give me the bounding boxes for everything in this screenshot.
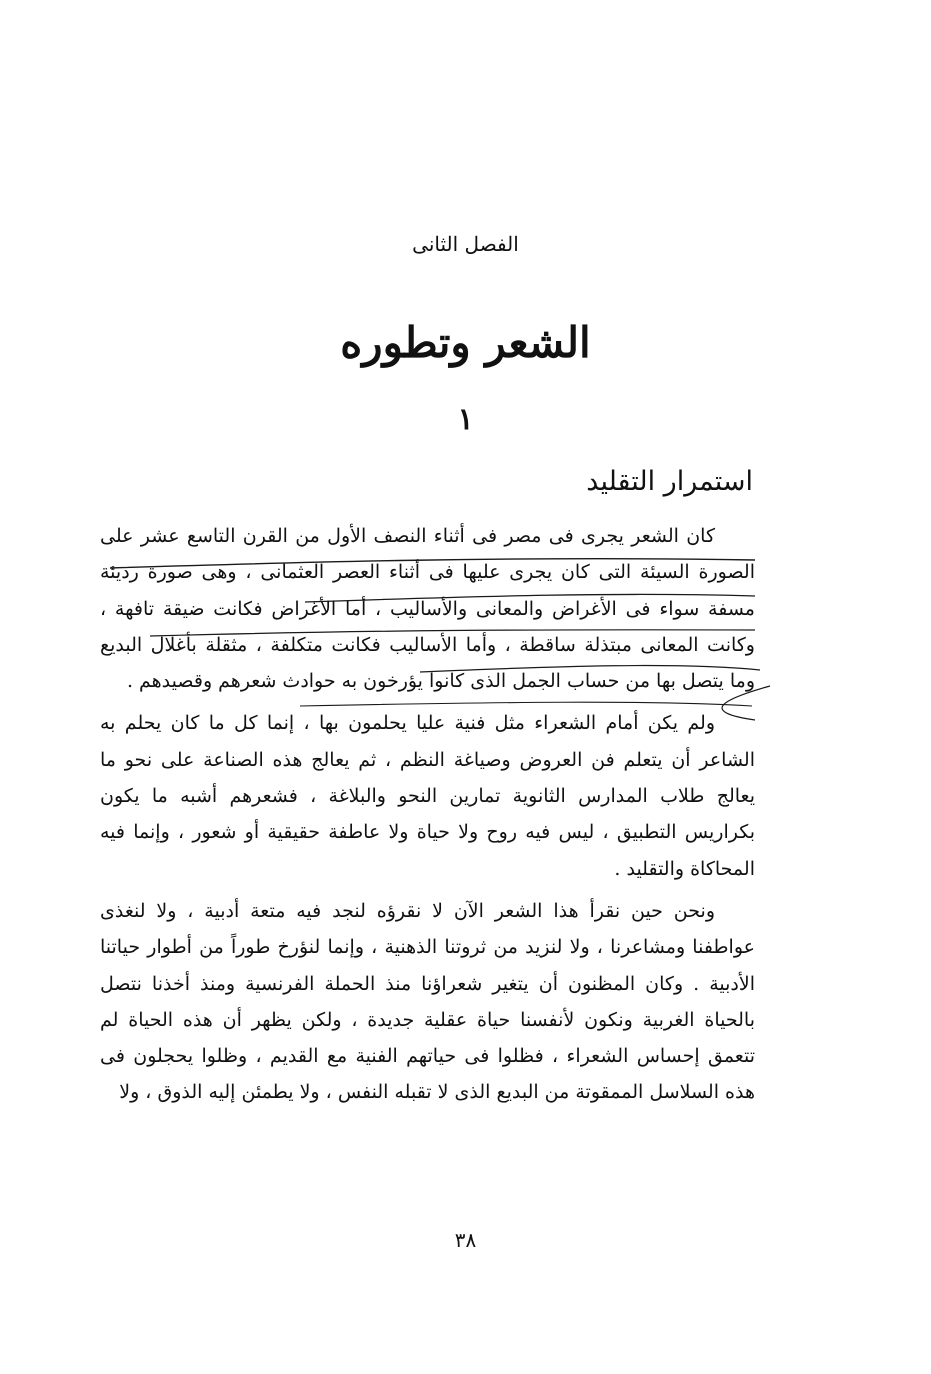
paragraph-2: ولم يكن أمام الشعراء مثل فنية عليا يحلمون بها ، إنما كل ما كان يحلم به الشاعر أن يتعلم فن العروض وصياغة النظم ، ثم يعالج هذه الصناعة على نحو ما يعالج طلاب المدارس الثانوية تمارين النحو والبلاغة ، فشعرهم أشبه ما يكون بكراريس التطبيق ، ليس فيه روح ولا حياة ولا عاطفة حقيقية أو شعور ، وإنما فيه المحاكاة والتقليد . [100, 712, 755, 880]
body-text [100, 518, 755, 1117]
section-heading: استمرار التقليد [586, 466, 753, 497]
section-number: ١ [457, 402, 474, 437]
chapter-title: الشعر وتطوره [340, 318, 591, 367]
paragraph-3: ونحن حين نقرأ هذا الشعر الآن لا نقرؤه لنجد فيه متعة أدبية ، ولا لنغذى عواطفنا ومشاعرنا ، ولا لنزيد من ثروتنا الذهنية ، وإنما لنؤرخ طوراً من أطوار حياتنا الأدبية . وكان المظنون أن يتغير شعراؤنا منذ الحملة الفرنسية ومنذ أخذنا نتصل بالحياة الغربية ونكون لأنفسنا حياة عقلية جديدة ، ولكن يظهر أن هذه الحياة لم تتعمق إحساس الشعراء ، فظلوا فى حياتهم الفنية مع القديم ، وظلوا يحجلون فى هذه السلاسل الممقوتة من البديع الذى لا تقبله النفس ، ولا يطمئن إليه الذوق ، ولا [100, 899, 755, 1104]
chapter-label: الفصل الثانى [412, 232, 519, 256]
paragraph-1: كان الشعر يجرى فى مصر فى أثناء النصف الأول من القرن التاسع عشر على الصورة السيئة التى كان يجرى عليها فى أثناء العصر العثمانى ، وهى صورة رديئة مسفة سواء فى الأغراض والمعانى والأساليب ، أما الأغراض فكانت ضيقة تافهة ، وكانت المعانى مبتذلة ساقطة ، وأما الأساليب فكانت متكلفة ، مثقلة بأغلال البديع وما يتصل بها من حساب الجمل الذى كانوا يؤرخون به حوادث شعرهم وقصيدهم . [100, 525, 755, 693]
page-number: ٣٨ [454, 1228, 477, 1252]
